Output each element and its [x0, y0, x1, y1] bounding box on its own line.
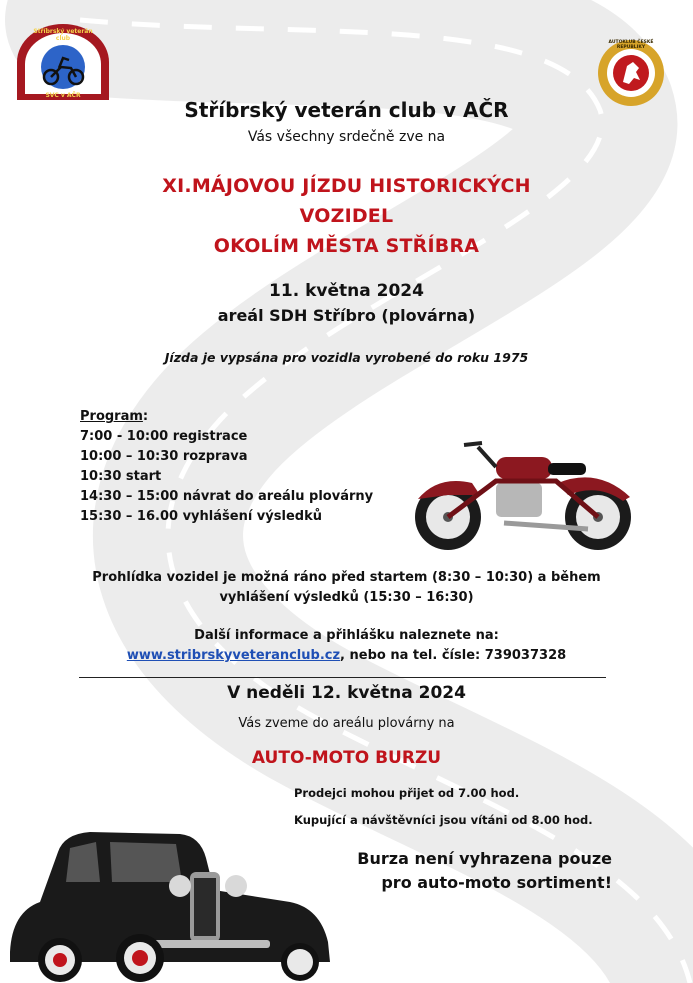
program-item: 7:00 - 10:00 registrace [80, 429, 248, 444]
burza-note-line2: pro auto-moto sortiment! [381, 873, 612, 892]
program-heading: Program: [80, 409, 149, 424]
vintage-car-image [0, 812, 340, 983]
motorcycle-image [408, 437, 640, 555]
event-title-line3: OKOLÍM MĚSTA STŘÍBRA [213, 235, 480, 257]
burza-note [357, 847, 612, 895]
inspection-line1: Prohlídka vozidel je možná ráno před startem (8:30 – 10:30) a během [92, 570, 601, 585]
program-item: 15:30 – 16.00 vyhlášení výsledků [80, 509, 322, 524]
sunday-date: V neděli 12. května 2024 [227, 683, 466, 703]
page-subtitle: Vás všechny srdečně zve na [247, 129, 446, 145]
event-place: areál SDH Stříbro (plovárna) [217, 306, 476, 325]
inspection-line2: vyhlášení výsledků (15:30 – 16:30) [219, 590, 474, 605]
acr-emblem-text: AUTOKLUB ČESKÉ REPUBLIKY [608, 40, 654, 50]
phone-text: , nebo na tel. čísle: 739037328 [340, 648, 567, 663]
burza-note-line1: Burza není vyhrazena pouze [357, 849, 612, 868]
inspection-info [0, 568, 693, 608]
website-link[interactable]: www.stribrskyveteranclub.cz [126, 648, 341, 663]
event-date: 11. května 2024 [269, 281, 424, 301]
program-heading-label: Program [80, 409, 143, 424]
program-item: 10:00 – 10:30 rozprava [80, 449, 248, 464]
sellers-info: Prodejci mohou přijet od 7.00 hod. [294, 786, 520, 800]
vehicle-year-note: Jízda je vypsána pro vozidla vyrobené do roku 1975 [164, 350, 529, 365]
program-item: 10:30 start [80, 469, 162, 484]
program-item: 14:30 – 15:00 návrat do areálu plovárny [80, 489, 374, 504]
contact-line2 [0, 646, 693, 666]
program-list [80, 407, 373, 527]
contact-info [0, 626, 693, 666]
club-logo-top-text: Stříbrský veterán club [33, 28, 93, 42]
divider [79, 677, 606, 678]
club-logo-text [13, 22, 113, 102]
club-logo-bottom-text: SVC v AČR [45, 92, 81, 99]
page-title: Stříbrský veterán club v AČR [184, 98, 509, 122]
contact-line1: Další informace a přihlášku naleznete na: [194, 628, 499, 643]
buyers-info: Kupující a návštěvníci jsou vítáni od 8.00 hod. [294, 813, 593, 827]
sunday-invite: Vás zveme do areálu plovárny na [238, 716, 455, 731]
burza-title: AUTO-MOTO BURZU [251, 748, 442, 768]
event-title-line1: XI.MÁJOVOU JÍZDU HISTORICKÝCH [162, 175, 531, 197]
event-title-line2: VOZIDEL [299, 205, 394, 227]
